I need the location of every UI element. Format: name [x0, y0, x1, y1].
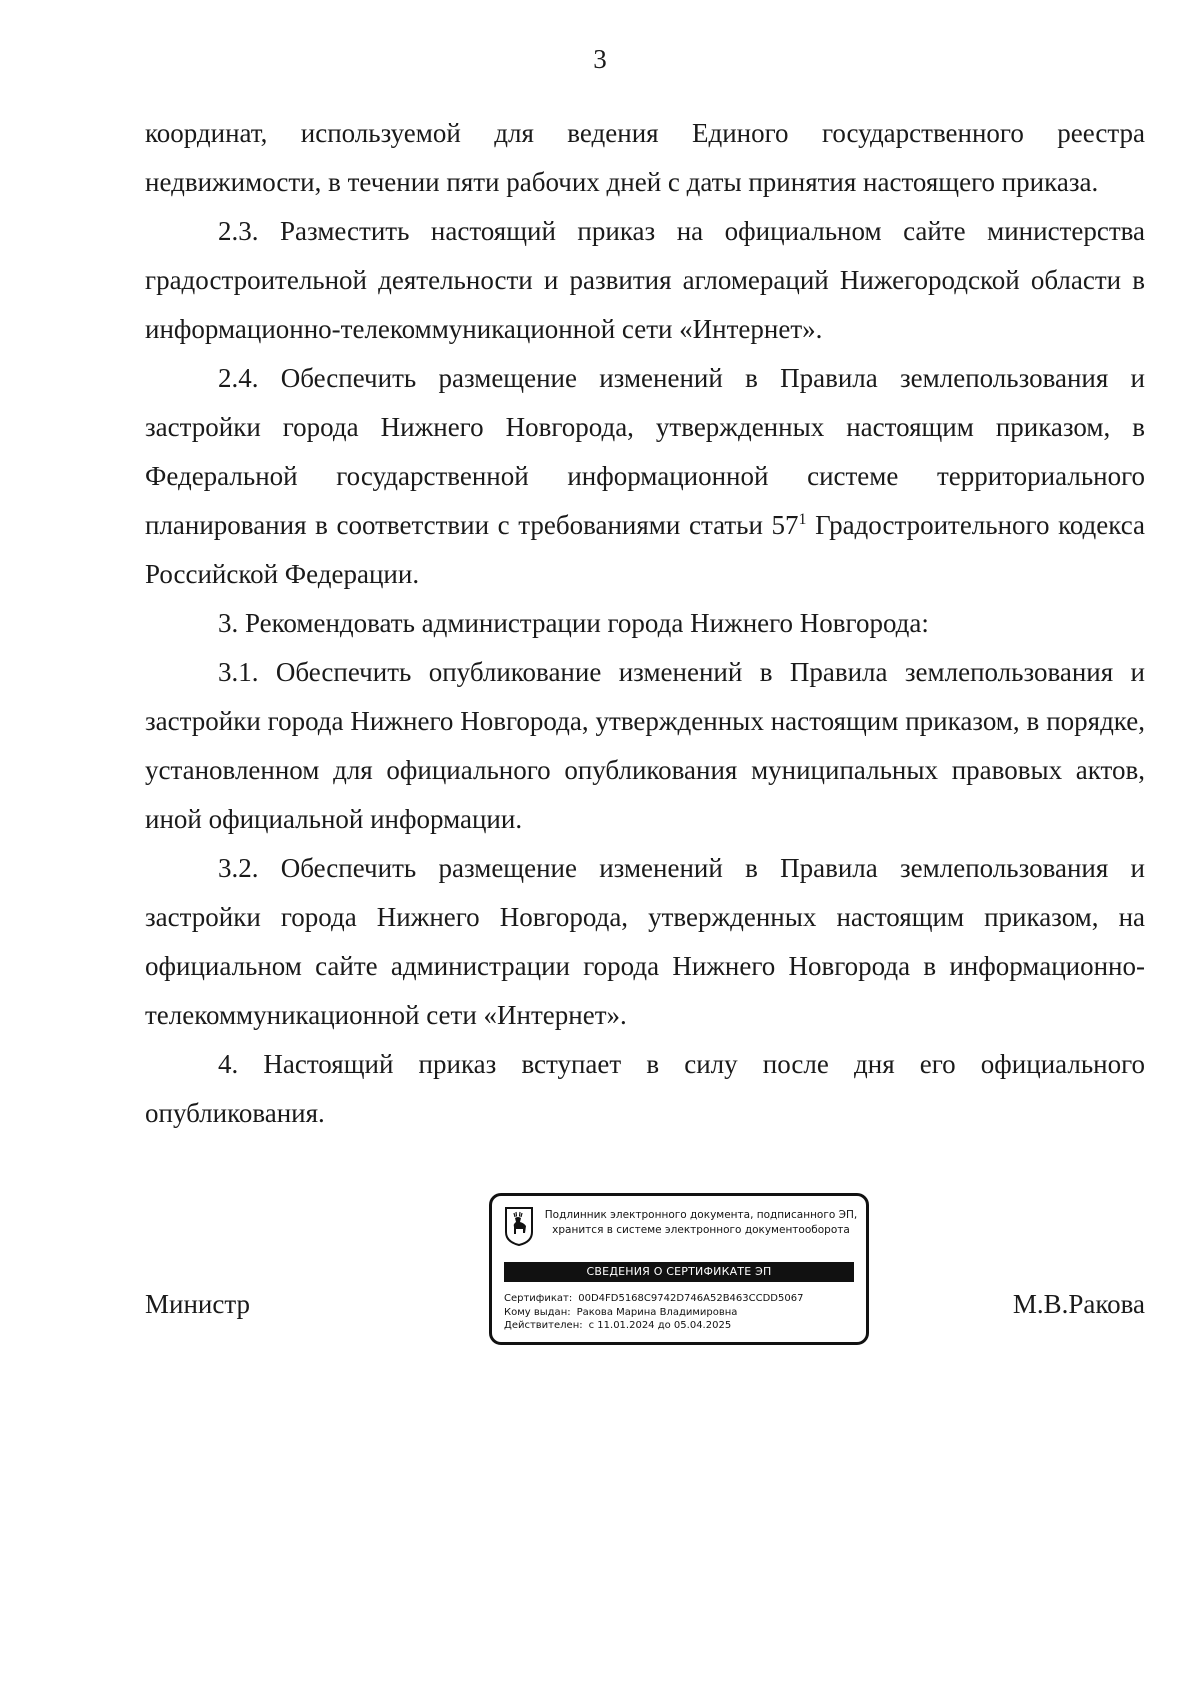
paragraph-4: 4. Настоящий приказ вступает в силу после дня его официального опубликования.	[145, 1049, 1145, 1128]
valid-label: Действителен:	[504, 1320, 583, 1331]
deer-emblem-icon	[504, 1206, 534, 1246]
paragraph-3: 3. Рекомендовать администрации города Нижнего Новгорода:	[218, 608, 929, 638]
stamp-certificate-bar: СВЕДЕНИЯ О СЕРТИФИКАТЕ ЭП	[504, 1262, 854, 1282]
paragraph-2-4-text: 2.4. Обеспечить размещение изменений в Правила землепользования и застройки города Нижнего Новгорода, утвержденных настоящим приказом, в Федеральной государственной информационной системе территориального планирования в соответствии с требованиями статьи 57	[145, 363, 1145, 540]
issued-to-label: Кому выдан:	[504, 1306, 571, 1318]
paragraph-3-1: 3.1. Обеспечить опубликование изменений в Правила землепользования и застройки города Нижнего Новгорода, утвержденных настоящим приказом, в порядке, установленном для официального опубликования муниципальных правовых актов, иной официальной информации.	[145, 657, 1145, 834]
paragraph-2-3: 2.3. Разместить настоящий приказ на официальном сайте министерства градостроительной деятельности и развития агломераций Нижегородской области в информационно-телекоммуникационной сети «Интернет».	[145, 216, 1145, 344]
valid-value: с 11.01.2024 до 05.04.2025	[588, 1320, 732, 1331]
e-signature-stamp	[489, 1193, 869, 1345]
document-body	[145, 109, 1145, 1138]
paragraph-2-4	[145, 354, 1145, 599]
issued-to-value: Ракова Марина Владимировна	[576, 1306, 738, 1318]
stamp-valid-row	[504, 1319, 854, 1333]
stamp-header-line-2: хранится в системе электронного документооборота	[552, 1224, 850, 1236]
signer-position: Министр	[145, 1289, 250, 1319]
certificate-value: 00D4FD5168C9742D746A52B463CCDD5067	[578, 1293, 804, 1304]
signer-name: М.В.Ракова	[1012, 1289, 1145, 1319]
article-superscript: 1	[798, 511, 807, 528]
paragraph-3-2: 3.2. Обеспечить размещение изменений в Правила землепользования и застройки города Нижнего Новгорода, утвержденных настоящим приказом, на официальном сайте администрации города Нижнего Новгорода в информационно-телекоммуникационной сети «Интернет».	[145, 853, 1145, 1030]
certificate-label: Сертификат:	[504, 1293, 573, 1304]
stamp-certificate-details	[504, 1292, 854, 1333]
paragraph-continuation: координат, используемой для ведения Единого государственного реестра недвижимости, в течении пяти рабочих дней с даты принятия настоящего приказа.	[145, 118, 1145, 197]
paragraph-2-4-text-end: Градостроительного кодекса Российской Федерации.	[145, 510, 1145, 589]
stamp-header	[542, 1208, 860, 1238]
page-number: 3	[593, 44, 607, 74]
stamp-certificate-row	[504, 1292, 854, 1306]
stamp-header-line-1: Подлинник электронного документа, подписанного ЭП,	[544, 1209, 858, 1221]
stamp-issued-to-row	[504, 1306, 854, 1320]
